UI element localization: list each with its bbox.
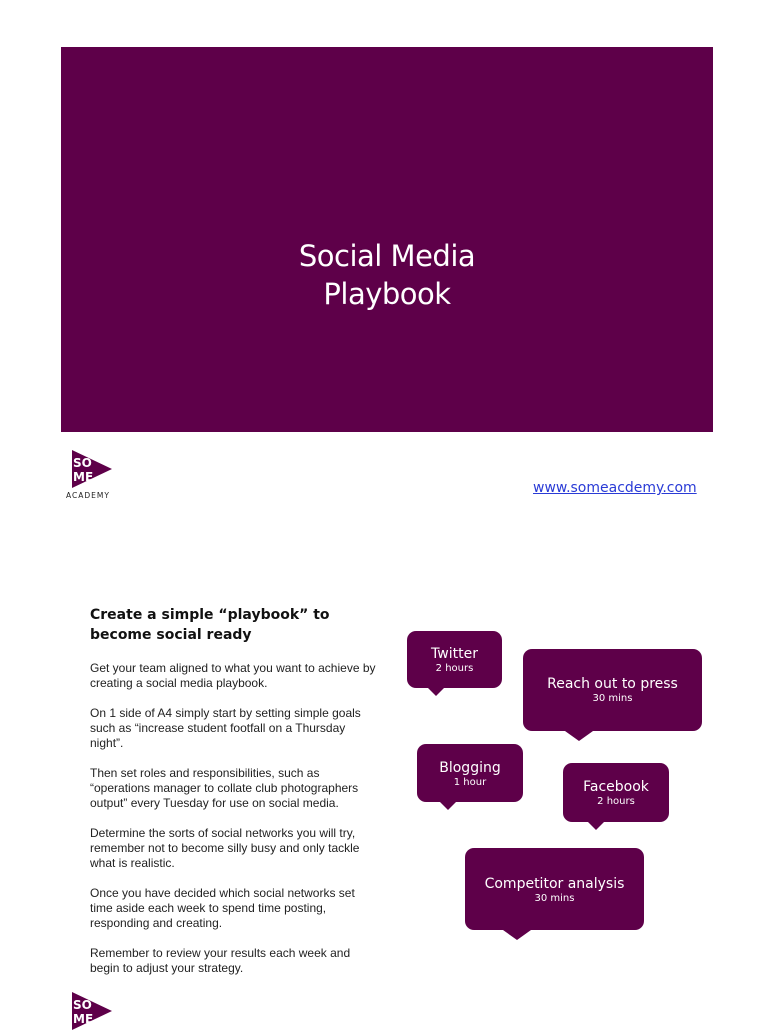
bubble-twitter-time: 2 hours	[435, 663, 474, 674]
logo-mark-footer-icon	[62, 990, 118, 1034]
bubble-facebook-time: 2 hours	[597, 796, 635, 807]
bubble-competitor-time: 30 mins	[534, 893, 575, 904]
website-link[interactable]: www.someacdemy.com	[533, 480, 697, 496]
logo-caption: ACADEMY	[66, 491, 110, 500]
paragraph-roles: Then set roles and responsibilities, such as “operations manager to collate club photographers output” every Tuesday for use on social media.	[90, 766, 359, 810]
logo-footer-mark-line-1: SO	[73, 998, 92, 1012]
paragraph-networks: Determine the sorts of social networks you will try, remember not to become silly busy and only tackle what is realistic.	[90, 826, 360, 870]
bubble-facebook-title: Facebook	[583, 779, 649, 795]
paragraph-time: Once you have decided which social networks set time aside each week to spend time posting, responding and creating.	[90, 886, 355, 930]
some-academy-logo-footer	[62, 990, 118, 1030]
bubble-blogging-time: 1 hour	[453, 777, 487, 788]
bubble-facebook	[563, 763, 669, 822]
bubble-competitor-title: Competitor analysis	[484, 876, 625, 892]
section-heading: Create a simple “playbook” to become social ready	[90, 607, 330, 643]
page-title	[61, 237, 713, 313]
bubble-blogging-title: Blogging	[439, 760, 501, 776]
bubble-press	[523, 649, 702, 731]
bubble-press-title: Reach out to press	[547, 676, 678, 692]
hero-banner	[61, 47, 713, 432]
title-line-2: Playbook	[323, 277, 451, 311]
bubble-press-time: 30 mins	[592, 693, 633, 704]
paragraph-review: Remember to review your results each week and begin to adjust your strategy.	[90, 946, 351, 975]
paragraph-goal: Get your team aligned to what you want to achieve by creating a social media playbook.	[90, 661, 376, 690]
bubble-twitter	[407, 631, 502, 688]
paragraph-a4: On 1 side of A4 simply start by setting simple goals such as “increase student footfall on a Thursday night”.	[90, 706, 361, 750]
bubble-competitor	[465, 848, 644, 930]
logo-mark-icon	[62, 448, 118, 492]
logo-footer-mark-line-2: ME	[73, 1012, 94, 1026]
logo-mark-line-1: SO	[73, 456, 92, 470]
title-line-1: Social Media	[298, 239, 476, 273]
bubble-twitter-title: Twitter	[431, 646, 478, 662]
logo-mark-line-2: ME	[73, 470, 94, 484]
some-academy-logo	[62, 448, 118, 502]
bubble-blogging	[417, 744, 523, 802]
